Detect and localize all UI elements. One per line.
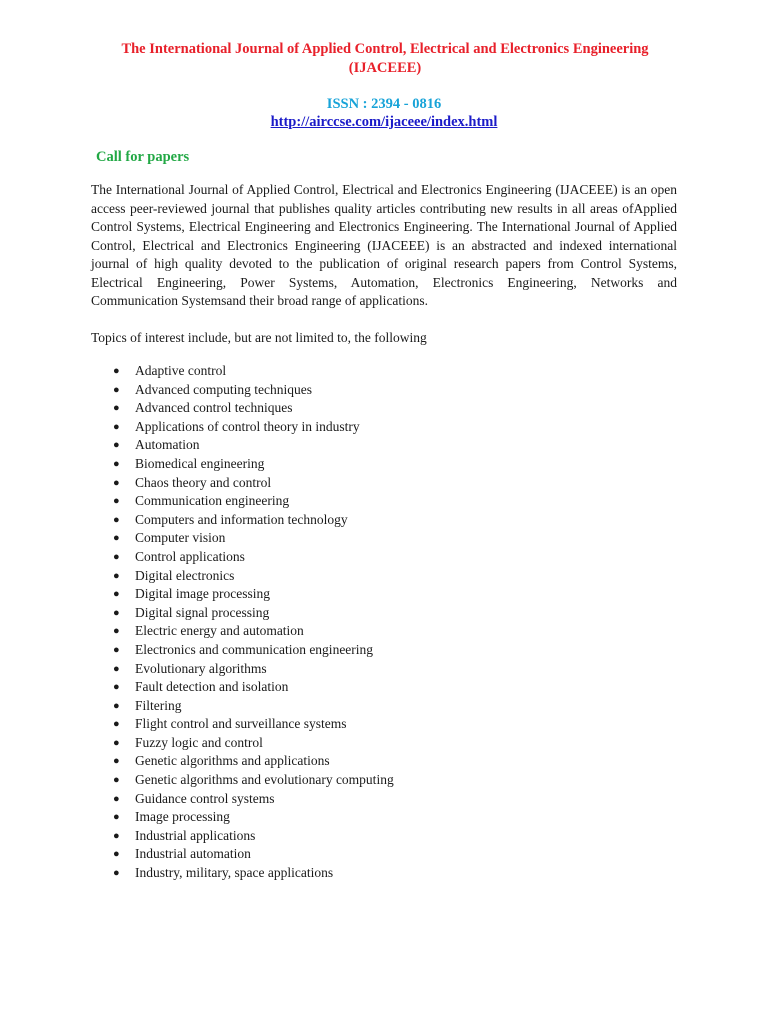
topic-label: Fuzzy logic and control <box>135 734 263 750</box>
topic-label: Computers and information technology <box>135 511 348 527</box>
bullet-icon: ● <box>113 402 120 415</box>
topic-label: Control applications <box>135 548 245 564</box>
topic-label: Electronics and communication engineering <box>135 641 374 657</box>
topic-label: Genetic algorithms and applications <box>135 753 330 769</box>
bullet-icon: ● <box>113 420 120 433</box>
issn-label: ISSN : 2394 - 0816 <box>326 96 442 112</box>
bullet-icon: ● <box>113 774 120 787</box>
bullet-icon: ● <box>113 550 120 563</box>
topic-label: Biomedical engineering <box>135 455 265 471</box>
topics-intro: Topics of interest include, but are not limited to, the following <box>91 330 427 345</box>
bullet-icon: ● <box>113 476 120 489</box>
topic-label: Computer vision <box>135 530 226 546</box>
topic-label: Evolutionary algorithms <box>135 660 267 676</box>
bullet-icon: ● <box>113 606 120 619</box>
journal-title-line2: (IJACEEE) <box>348 60 422 76</box>
bullet-icon: ● <box>113 439 120 452</box>
bullet-icon: ● <box>113 867 120 880</box>
journal-title <box>80 40 690 78</box>
bullet-icon: ● <box>113 625 120 638</box>
topic-label: Communication engineering <box>135 493 290 509</box>
bullet-icon: ● <box>113 811 120 824</box>
topic-label: Flight control and surveillance systems <box>135 716 347 732</box>
topic-label: Adaptive control <box>135 363 227 378</box>
bullet-icon: ● <box>113 699 120 712</box>
topic-label: Industrial automation <box>135 846 251 862</box>
journal-url <box>0 113 768 131</box>
topic-label: Industry, military, space applications <box>135 865 334 881</box>
topic-label: Fault detection and isolation <box>135 679 289 695</box>
topic-label: Industrial applications <box>135 827 256 843</box>
topic-label: Chaos theory and control <box>135 474 272 490</box>
journal-title-line1: The International Journal of Applied Control, Electrical and Electronics Engineering <box>121 41 649 57</box>
bullet-icon: ● <box>113 792 120 805</box>
intro-paragraph: The International Journal of Applied Control, Electrical and Electronics Engineering (IJACEEE) is an open access peer-reviewed journal that publishes quality articles contributing new results in all areas ofApplied Control Systems, Electrical Engineering and Electronics Engineering. The International Journal of Applied Control, Electrical and Electronics Engineering (IJACEEE) is an abstracted and indexed international journal of high quality devoted to the publication of original research papers from Control Systems, Electrical Engineering, Power Systems, Automation, Electronics Engineering, Networks and Communication Systemsand their broad range of applications. <box>91 182 677 308</box>
bullet-icon: ● <box>113 457 120 470</box>
topic-label: Digital image processing <box>135 586 270 602</box>
bullet-icon: ● <box>113 383 120 396</box>
journal-url-link[interactable]: http://airccse.com/ijaceee/index.html <box>270 114 498 130</box>
bullet-icon: ● <box>113 681 120 694</box>
topic-label: Digital electronics <box>135 567 235 583</box>
bullet-icon: ● <box>113 532 120 545</box>
topic-label: Guidance control systems <box>135 790 275 806</box>
bullet-icon: ● <box>113 588 120 601</box>
bullet-icon: ● <box>113 718 120 731</box>
call-for-papers-heading: Call for papers <box>96 149 190 165</box>
bullet-icon: ● <box>113 736 120 749</box>
topic-label: Filtering <box>135 697 182 713</box>
bullet-icon: ● <box>113 848 120 861</box>
bullet-icon: ● <box>113 569 120 582</box>
bullet-icon: ● <box>113 662 120 675</box>
bullet-icon: ● <box>113 829 120 842</box>
topic-label: Automation <box>135 437 200 453</box>
topic-label: Genetic algorithms and evolutionary computing <box>135 772 394 788</box>
topic-label: Advanced control techniques <box>135 400 293 416</box>
topic-label: Digital signal processing <box>135 604 270 620</box>
bullet-icon: ● <box>113 365 120 377</box>
topic-label: Electric energy and automation <box>135 623 304 639</box>
topic-label: Image processing <box>135 809 230 825</box>
bullet-icon: ● <box>113 755 120 768</box>
bullet-icon: ● <box>113 495 120 508</box>
bullet-icon: ● <box>113 513 120 526</box>
bullet-icon: ● <box>113 643 120 656</box>
topic-label: Advanced computing techniques <box>135 381 312 397</box>
topic-label: Applications of control theory in industry <box>135 418 360 434</box>
